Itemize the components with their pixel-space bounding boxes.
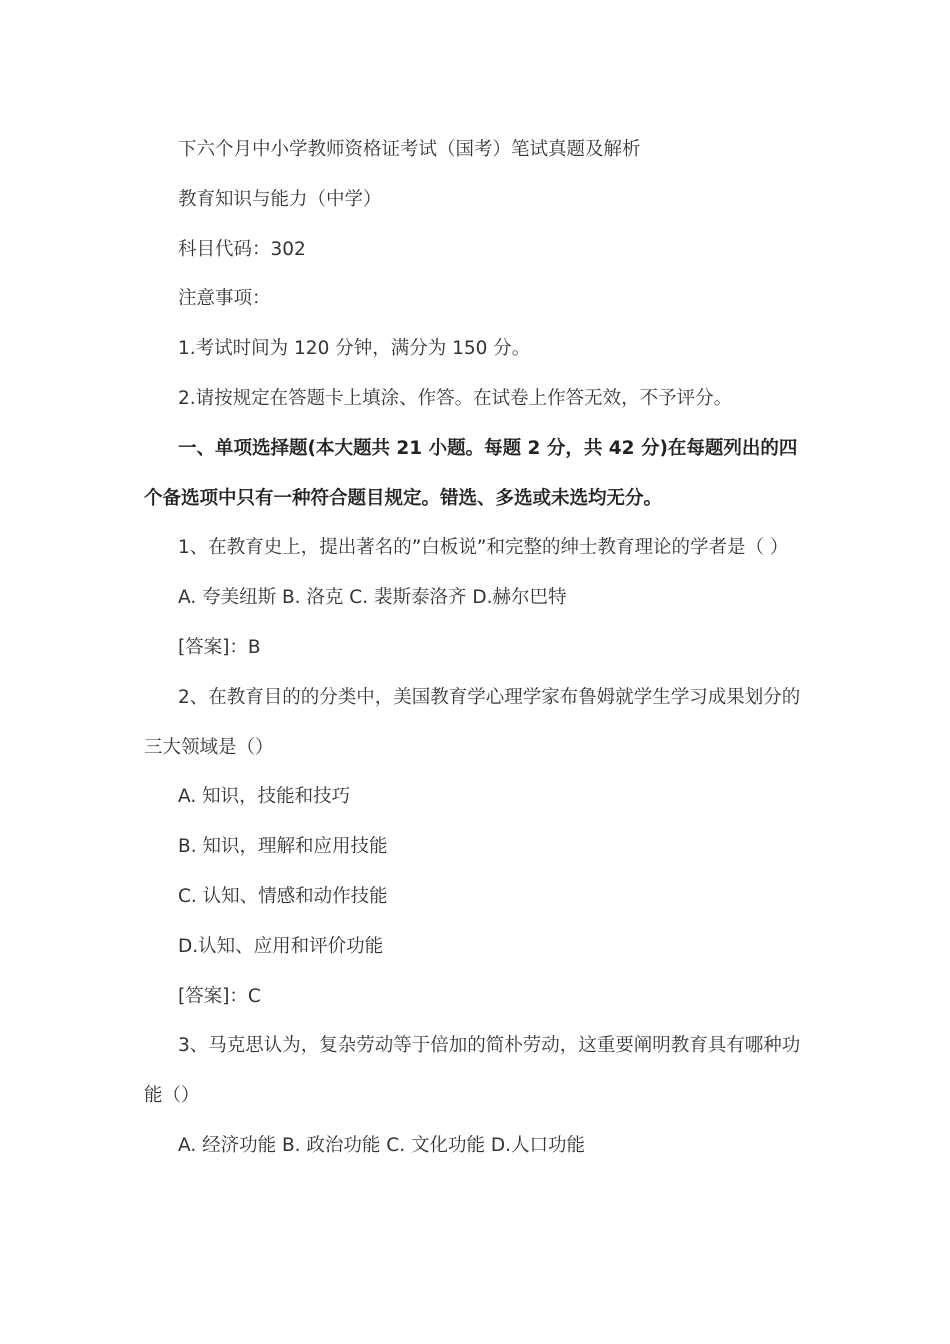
question-3-stem: 3、马克思认为，复杂劳动等于倍加的简朴劳动，这重要阐明教育具有哪种功能（） — [144, 1035, 801, 1107]
question-2-stem: 2、在教育目的的分类中，美国教育学心理学家布鲁姆就学生学习成果划分的三大领域是（） — [144, 686, 801, 758]
section-heading: 一、单项选择题(本大题共 21 小题。每题 2 分，共 42 分)在每题列出的四个备选项中只有一种符合题目规定。错选、多选或未选均无分。 — [144, 437, 798, 509]
notice-heading: 注意事项： — [178, 288, 271, 310]
question-2-option-c: C. 认知、情感和动作技能 — [178, 885, 388, 907]
document-body — [144, 125, 809, 1171]
subject-code: 科目代码：302 — [178, 238, 306, 260]
question-2-answer: [答案]：C — [178, 985, 261, 1007]
notice-item-2: 2.请按规定在答题卡上填涂、作答。在试卷上作答无效，不予评分。 — [178, 387, 733, 409]
question-2-option-d: D.认知、应用和评价功能 — [178, 935, 384, 957]
question-2-option-a: A. 知识，技能和技巧 — [178, 786, 351, 808]
question-3-options: A. 经济功能 B. 政治功能 C. 文化功能 D.人口功能 — [178, 1134, 585, 1156]
question-1-stem: 1、在教育史上，提出著名的”白板说”和完整的绅士教育理论的学者是（ ） — [178, 537, 789, 559]
document-subtitle: 教育知识与能力（中学） — [178, 188, 382, 210]
question-1-options: A. 夸美纽斯 B. 洛克 C. 裴斯泰洛齐 D.赫尔巴特 — [178, 587, 567, 609]
question-1-answer: [答案]：B — [178, 636, 261, 658]
notice-item-1: 1.考试时间为 120 分钟，满分为 150 分。 — [178, 338, 531, 360]
document-title: 下六个月中小学教师资格证考试（国考）笔试真题及解析 — [178, 139, 641, 160]
question-2-option-b: B. 知识，理解和应用技能 — [178, 836, 388, 858]
